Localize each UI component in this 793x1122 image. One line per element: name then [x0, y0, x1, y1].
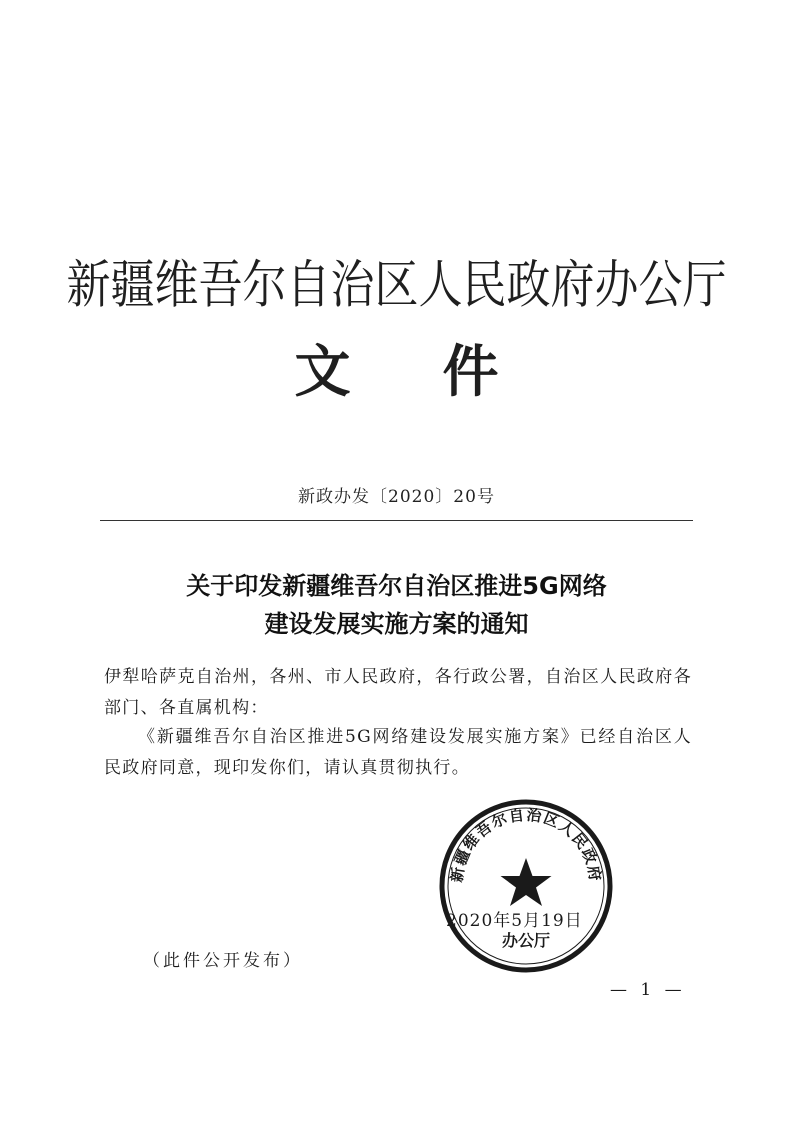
header-divider [100, 520, 693, 521]
seal-arc-text: 新疆维吾尔自治区人民政府 [447, 805, 605, 884]
notice-title-line-2: 建设发展实施方案的通知 [264, 610, 529, 638]
issue-date: 2020年5月19日 [446, 911, 583, 931]
issuer-header: 新疆维吾尔自治区人民政府办公厅 [66, 255, 727, 316]
doc-word-first: 文 [294, 340, 351, 405]
seal-star-icon [501, 858, 552, 906]
seal-bottom-text: 办公厅 [501, 931, 551, 950]
notice-title-line-1: 关于印发新疆维吾尔自治区推进5G网络 [186, 572, 607, 600]
official-seal [436, 796, 616, 976]
addressees: 伊犁哈萨克自治州，各州、市人民政府，各行政公署，自治区人民政府各部门、各直属机构： [104, 667, 692, 718]
page-number: — 1 — [610, 980, 686, 1000]
publication-note: （此件公开发布） [143, 951, 303, 971]
document-label [0, 328, 793, 408]
document-number: 新政办发〔2020〕20号 [298, 487, 495, 507]
doc-word-second: 件 [442, 340, 499, 405]
body-paragraph: 《新疆维吾尔自治区推进5G网络建设发展实施方案》已经自治区人民政府同意，现印发你们，请认真贯彻执行。 [104, 727, 692, 778]
